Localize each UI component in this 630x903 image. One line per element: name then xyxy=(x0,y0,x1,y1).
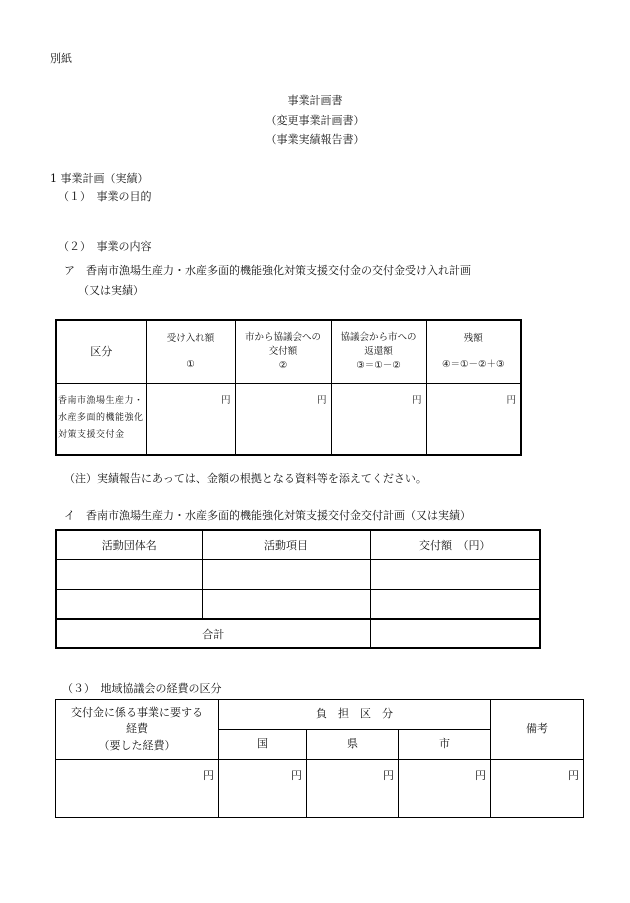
sub-a-heading-cont: （又は実績） xyxy=(78,284,144,297)
cell-group-2[interactable] xyxy=(56,589,202,619)
cell-amount-1[interactable] xyxy=(370,559,540,589)
header-remaining: 残額 ④＝①－②＋③ xyxy=(426,320,521,383)
document-title-variant-change: （変更事業計画書） xyxy=(265,114,365,127)
header-city: 市 xyxy=(399,730,491,760)
section3-heading: （３） 地域協議会の経費の区分 xyxy=(62,682,222,695)
receipt-plan-table xyxy=(55,319,522,456)
header-national: 国 xyxy=(219,730,307,760)
header-remarks: 備考 xyxy=(491,700,584,760)
header-grant-amount: 交付額 （円） xyxy=(370,530,540,559)
cell-item-2[interactable] xyxy=(202,589,370,619)
header-council-to-city: 協議会から市への 返還額 ③＝①－② xyxy=(331,320,426,383)
header-group-name: 活動団体名 xyxy=(56,530,202,559)
header-kubun: 区分 xyxy=(56,320,146,383)
sub-a-heading: ア 香南市漁場生産力・水産多面的機能強化対策支援交付金の交付金受け入れ計画 xyxy=(64,264,471,277)
cell-city-to-council[interactable]: 円 xyxy=(235,383,331,455)
cell-council-to-city[interactable]: 円 xyxy=(331,383,426,455)
cell-national-amount[interactable]: 円 xyxy=(219,760,307,818)
cell-remaining[interactable]: 円 xyxy=(426,383,521,455)
cell-received-amount[interactable]: 円 xyxy=(146,383,235,455)
header-expense: 交付金に係る事業に要する 経費 （要した経費） xyxy=(56,700,219,760)
sub-b-heading: イ 香南市漁場生産力・水産多面的機能強化対策支援交付金交付計画（又は実績） xyxy=(64,509,471,522)
section1-heading: 1 事業計画（実績） xyxy=(50,172,149,185)
cell-prefecture-amount[interactable]: 円 xyxy=(307,760,399,818)
section1-item2: （２） 事業の内容 xyxy=(58,240,152,253)
cell-item-1[interactable] xyxy=(202,559,370,589)
attachment-label: 別紙 xyxy=(50,52,72,65)
cell-expense-amount[interactable]: 円 xyxy=(56,760,219,818)
header-city-to-council: 市から協議会への 交付額 ② xyxy=(235,320,331,383)
header-burden-classification: 負 担 区 分 xyxy=(219,700,491,730)
header-received-amount: 受け入れ額 ① xyxy=(146,320,235,383)
header-prefecture: 県 xyxy=(307,730,399,760)
cell-group-1[interactable] xyxy=(56,559,202,589)
cell-amount-2[interactable] xyxy=(370,589,540,619)
expense-classification-table xyxy=(55,699,584,818)
cell-remarks[interactable]: 円 xyxy=(491,760,584,818)
note: （注）実績報告にあっては、金額の根拠となる資料等を添えてください。 xyxy=(64,472,427,485)
header-activity-item: 活動項目 xyxy=(202,530,370,559)
document-title: 事業計画書 xyxy=(287,94,343,107)
section1-item1: （１） 事業の目的 xyxy=(58,190,152,203)
row-label-grant: 香南市漁場生産力・水産多面的機能強化対策支援交付金 xyxy=(56,383,146,455)
cell-total-amount[interactable] xyxy=(370,619,540,648)
document-title-variant-report: （事業実績報告書） xyxy=(265,133,365,146)
total-label: 合計 xyxy=(56,619,370,648)
cell-city-amount[interactable]: 円 xyxy=(399,760,491,818)
grant-plan-table xyxy=(55,529,541,649)
